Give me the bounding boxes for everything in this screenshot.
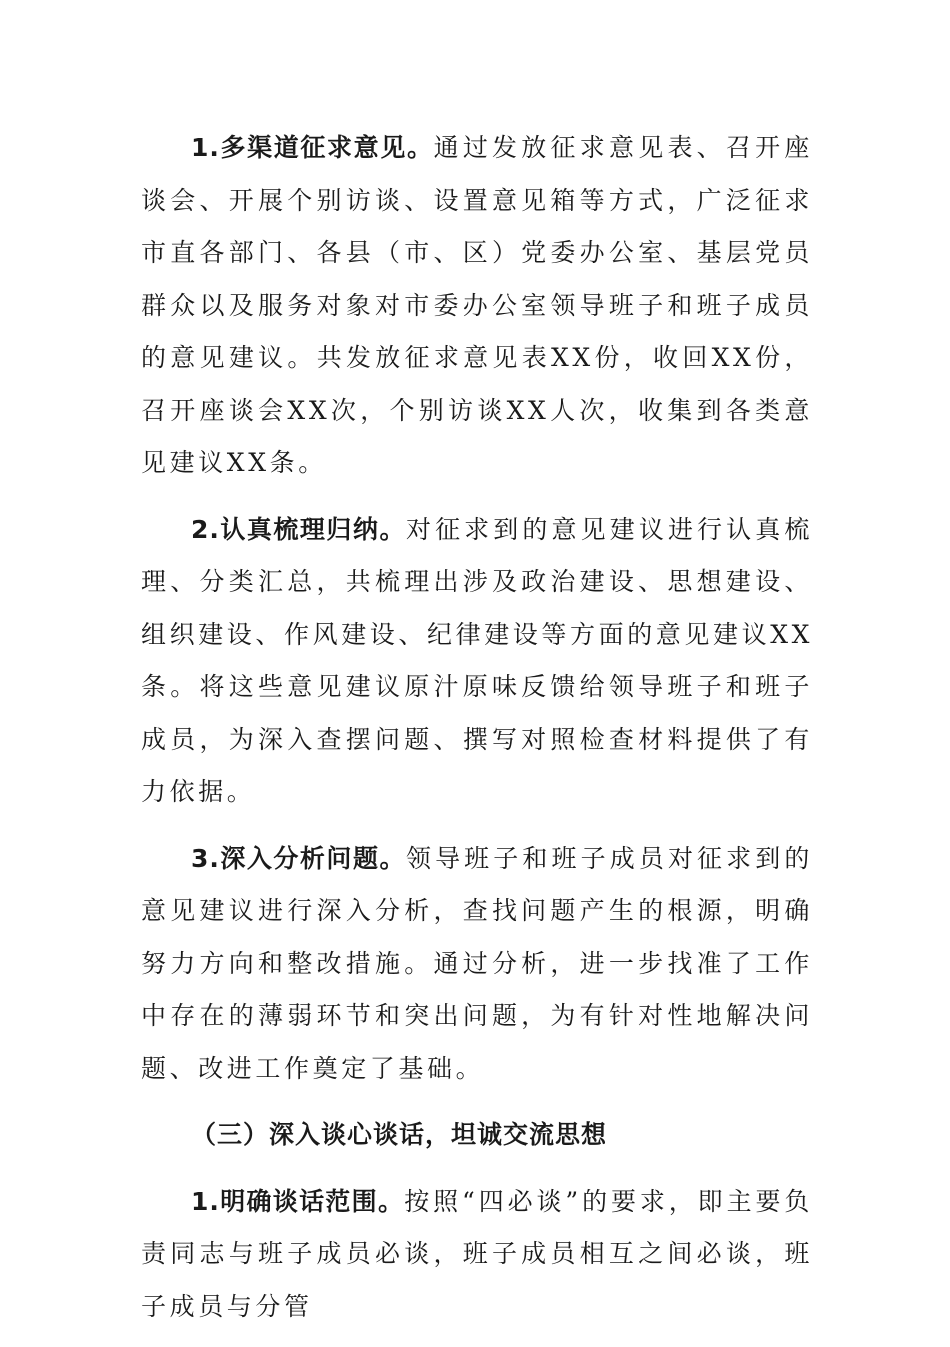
document-body: [141, 122, 813, 1347]
section-heading: （三）深入谈心谈话，坦诚交流思想: [191, 1120, 608, 1149]
paragraph-text: 按照“四必谈”的要求，即主要负责同志与班子成员必谈，班子成员相互之间必谈，班子成员与分管: [141, 1186, 813, 1321]
paragraph-analyze-problems: [141, 833, 813, 1096]
paragraph-sort-summarize: [141, 504, 813, 819]
paragraph-collect-opinions: [141, 122, 813, 490]
paragraph-talk-scope: [141, 1176, 813, 1334]
paragraph-lead: 1.明确谈话范围。: [191, 1186, 405, 1216]
paragraph-lead: 1.多渠道征求意见。: [191, 133, 434, 162]
paragraph-text: 对征求到的意见建议进行认真梳理、分类汇总，共梳理出涉及政治建设、思想建设、组织建设、作风建设、纪律建设等方面的意见建议XX条。将这些意见建议原汁原味反馈给领导班子和班子成员，为深入查摆问题、撰写对照检查材料提供了有力依据。: [141, 514, 813, 806]
paragraph-text: 领导班子和班子成员对征求到的意见建议进行深入分析，查找问题产生的根源，明确努力方向和整改措施。通过分析，进一步找准了工作中存在的薄弱环节和突出问题，为有针对性地解决问题、改进工作奠定了基础。: [141, 843, 813, 1083]
paragraph-text: 通过发放征求意见表、召开座谈会、开展个别访谈、设置意见箱等方式，广泛征求市直各部门、各县（市、区）党委办公室、基层党员群众以及服务对象对市委办公室领导班子和班子成员的意见建议。共发放征求意见表XX份，收回XX份，召开座谈会XX次，个别访谈XX人次，收集到各类意见建议XX条。: [141, 133, 813, 477]
paragraph-lead: 2.认真梳理归纳。: [191, 514, 406, 544]
paragraph-lead: 3.深入分析问题。: [191, 843, 406, 873]
